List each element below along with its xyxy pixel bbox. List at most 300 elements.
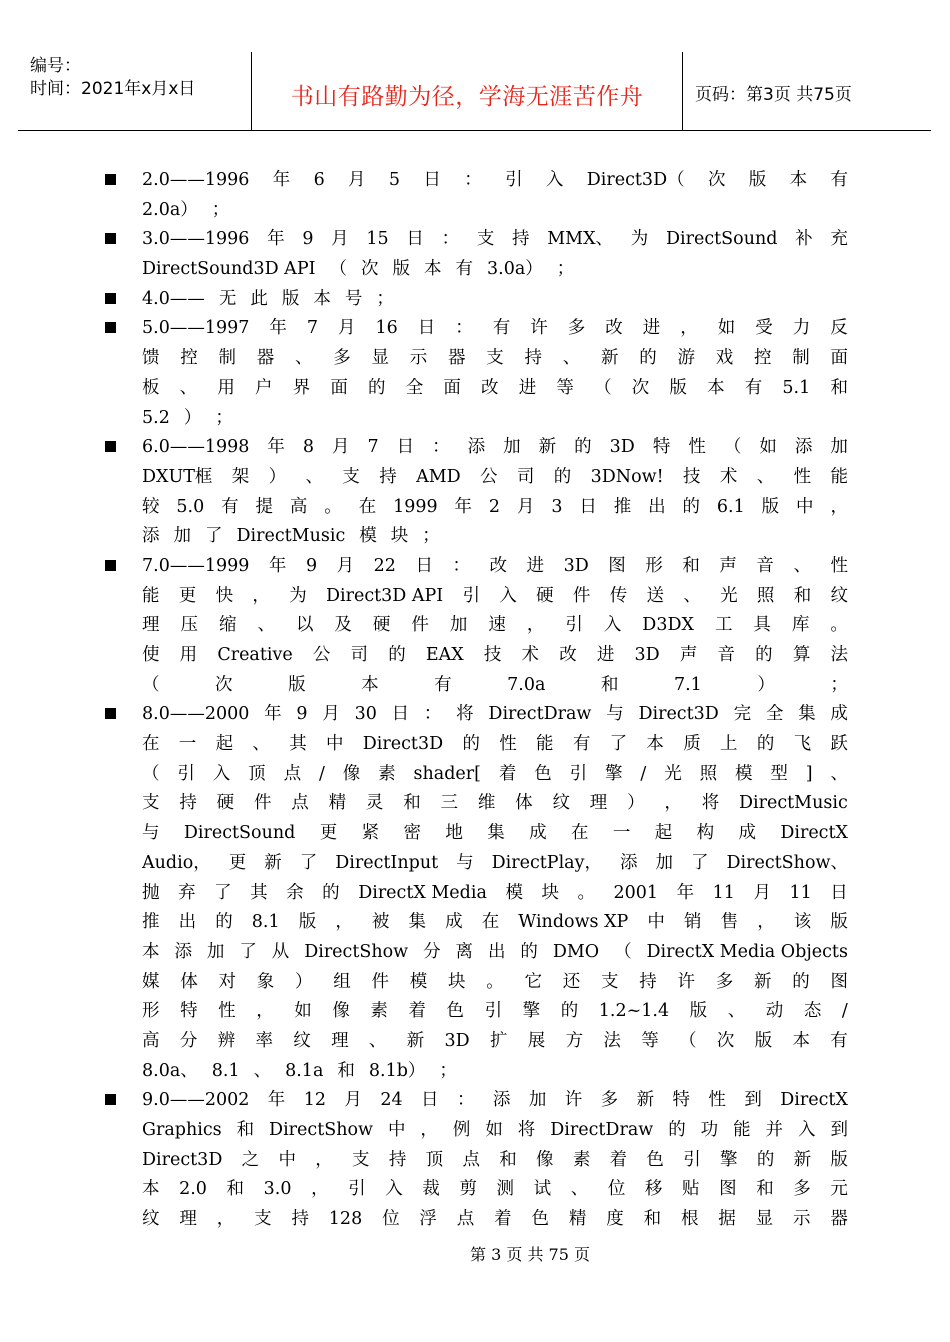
text-token: EAX xyxy=(425,645,464,665)
text-token: 、 xyxy=(295,348,313,369)
text-token: 并 xyxy=(765,1120,784,1140)
text-token: 中 xyxy=(796,496,814,517)
text-token: 添 xyxy=(174,941,192,962)
text-token: 块 xyxy=(390,526,409,547)
text-token: 入 xyxy=(385,1179,403,1200)
text-token: 位 xyxy=(382,1209,400,1230)
list-item xyxy=(103,285,848,315)
text-token: 更 xyxy=(319,823,338,844)
page-footer: 第 3 页 共 75 页 xyxy=(470,1245,590,1264)
text-token: 集 xyxy=(408,912,426,933)
text-token: 传 xyxy=(609,585,628,606)
text-line xyxy=(142,285,848,315)
text-token: 三 xyxy=(440,793,458,814)
text-token: 版 xyxy=(748,170,767,190)
text-token: DirectSound xyxy=(183,823,296,844)
text-token: 次 xyxy=(361,259,379,280)
text-token: 、 xyxy=(830,763,848,784)
text-token: 月 xyxy=(753,882,771,903)
text-token: 支 xyxy=(476,229,495,250)
text-token: 8.1a xyxy=(285,1060,324,1081)
text-token: 22 xyxy=(373,555,396,576)
text-token: 移 xyxy=(644,1179,663,1200)
text-token: 许 xyxy=(677,971,695,992)
text-token: 中 xyxy=(278,1149,296,1170)
text-token: ： xyxy=(455,318,473,339)
text-token: ； xyxy=(556,259,575,280)
text-token: DirectDraw xyxy=(488,704,592,725)
text-token: 贴 xyxy=(682,1179,700,1200)
text-token: 反 xyxy=(830,318,848,339)
text-line xyxy=(142,404,848,434)
square-bullet-icon xyxy=(105,174,116,185)
text-token: 、 xyxy=(368,1030,387,1051)
text-token: 的 xyxy=(639,348,657,369)
text-token: 本 xyxy=(646,734,664,755)
text-token: 出 xyxy=(648,496,666,517)
text-token: 裁 xyxy=(422,1179,440,1200)
text-token: ） xyxy=(627,793,645,814)
text-token: ） xyxy=(295,971,313,992)
text-token: 的 xyxy=(215,912,233,933)
text-token: DirectSound xyxy=(666,229,778,250)
text-line xyxy=(142,463,848,493)
text-token: 飞 xyxy=(793,734,812,755)
text-token: 、 xyxy=(252,734,270,755)
text-token: 的 xyxy=(574,437,592,458)
text-token: 9.0——2002 xyxy=(142,1090,250,1111)
text-token: 硬 xyxy=(372,615,391,636)
text-token: 版 xyxy=(281,288,300,309)
text-token: 年 xyxy=(267,229,285,250)
text-token: 日 xyxy=(579,496,597,517)
text-token: 许 xyxy=(530,318,548,339)
text-token: 的 xyxy=(682,496,701,517)
text-token: 较 xyxy=(142,496,160,517)
text-token: 抛 xyxy=(142,882,160,903)
text-token: 更 xyxy=(178,585,197,606)
text-token: 素 xyxy=(378,763,396,784)
text-token: 年 xyxy=(268,555,287,576)
text-token: 支 xyxy=(254,1209,272,1230)
text-token: 8.0——2000 xyxy=(142,704,250,725)
text-token: 能 xyxy=(830,466,848,487)
text-line xyxy=(142,314,848,344)
text-token: 紧 xyxy=(361,823,380,844)
text-token: 质 xyxy=(683,734,701,755)
text-token: 了 xyxy=(691,852,709,873)
square-bullet-icon xyxy=(105,441,116,452)
text-token: 支 xyxy=(342,466,360,487)
text-token: 16 xyxy=(375,318,398,339)
text-token: 位 xyxy=(607,1179,626,1200)
text-token: 控 xyxy=(180,348,198,369)
text-line xyxy=(142,1086,848,1116)
text-token: 的 xyxy=(462,734,480,755)
text-token: 司 xyxy=(516,466,535,487)
document-time-label: 时间：2021年x月x日 xyxy=(30,79,196,99)
text-token: 11 xyxy=(712,882,735,903)
text-token: 技 xyxy=(683,466,701,487)
text-token: 集 xyxy=(487,823,505,844)
text-token: 界 xyxy=(292,377,311,398)
text-token: （ xyxy=(142,763,160,784)
text-token: 技 xyxy=(483,645,502,665)
version-history-list xyxy=(103,166,848,1235)
text-token: 率 xyxy=(255,1030,273,1051)
text-token: 点 xyxy=(283,763,302,784)
text-token: 术 xyxy=(719,466,738,487)
text-token: 9 xyxy=(305,555,318,576)
text-line xyxy=(142,1116,848,1146)
text-token: 版 xyxy=(830,1149,848,1170)
text-token: 了 xyxy=(299,852,318,873)
text-token: 成 xyxy=(445,912,463,933)
text-token: AMD xyxy=(416,466,461,487)
text-token: 试 xyxy=(533,1179,552,1200)
text-token: 使 xyxy=(142,645,160,665)
text-token: 9 xyxy=(302,229,314,250)
text-token: 年 xyxy=(264,704,282,725)
text-token: 对 xyxy=(218,971,236,992)
text-token: 着 xyxy=(408,1001,426,1022)
text-token: 工 xyxy=(714,615,733,636)
text-token: 。 xyxy=(486,971,504,992)
text-token: 在 xyxy=(358,496,377,517)
text-token: ， xyxy=(335,912,353,933)
text-token: DMO xyxy=(552,941,600,962)
text-token: ] xyxy=(805,763,813,784)
text-token: 术 xyxy=(521,645,540,665)
text-token: 素 xyxy=(370,1001,388,1022)
text-token: / xyxy=(640,763,647,784)
text-token: 年 xyxy=(267,437,285,458)
text-token: ： xyxy=(441,229,460,250)
text-token: 本 xyxy=(142,1179,160,1200)
text-token: 器 xyxy=(256,348,275,369)
text-token: 年 xyxy=(272,170,291,190)
text-token: 根 xyxy=(680,1209,699,1230)
text-token: 声 xyxy=(679,645,698,665)
text-line xyxy=(142,1175,848,1205)
text-token: 加 xyxy=(503,437,521,458)
text-token: 6.1 xyxy=(716,496,745,517)
text-token: ； xyxy=(439,1060,457,1081)
text-token: 持 xyxy=(512,229,530,250)
text-token: 度 xyxy=(606,1209,624,1230)
text-token: ， xyxy=(526,615,545,636)
text-token: 照 xyxy=(699,763,718,784)
text-token: 和 xyxy=(226,1179,245,1200)
text-token: 加 xyxy=(655,852,673,873)
text-token: 展 xyxy=(527,1030,546,1051)
text-token: 。 xyxy=(324,496,342,517)
text-token: 本 xyxy=(707,377,725,398)
text-token: 5.2 xyxy=(142,407,170,428)
text-token: 能 xyxy=(733,1120,751,1140)
text-token: 光 xyxy=(720,585,738,606)
text-token: 与 xyxy=(456,852,474,873)
text-line xyxy=(142,433,848,463)
text-line xyxy=(142,493,848,523)
text-token: 3.0a） xyxy=(487,259,543,280)
text-token: 9 xyxy=(296,704,308,725)
text-token: 剪 xyxy=(459,1179,477,1200)
text-token: 日 xyxy=(406,229,424,250)
text-token: Creative xyxy=(217,645,293,665)
text-token: 离 xyxy=(455,941,474,962)
text-token: 游 xyxy=(677,348,695,369)
text-token: 无 xyxy=(218,288,237,309)
text-token: 日 xyxy=(415,555,433,576)
document-number-label: 编号： xyxy=(30,56,81,76)
text-token: 特 xyxy=(672,1090,690,1111)
text-token: 添 xyxy=(794,437,813,458)
text-token: 提 xyxy=(255,496,274,517)
text-token: 的 xyxy=(322,882,340,903)
text-token: 司 xyxy=(350,645,369,665)
text-token: 在 xyxy=(570,823,589,844)
text-token: 架 xyxy=(231,466,250,487)
text-token: 添 xyxy=(467,437,486,458)
text-token: 辨 xyxy=(217,1030,236,1051)
text-token: 本 xyxy=(142,941,160,962)
text-token: 弃 xyxy=(178,882,196,903)
text-token: 引 xyxy=(484,1001,503,1022)
text-token: 擎 xyxy=(720,1149,738,1170)
text-token: 7 xyxy=(306,318,319,339)
square-bullet-icon xyxy=(105,708,116,719)
text-token: ： xyxy=(464,170,482,190)
text-token: ， xyxy=(680,318,698,339)
text-token: 版 xyxy=(689,1001,708,1022)
text-token: 浮 xyxy=(419,1209,437,1230)
text-token: 日 xyxy=(396,437,415,458)
text-token: 件 xyxy=(411,615,429,636)
list-item xyxy=(103,700,848,1086)
text-line xyxy=(142,789,848,819)
text-line xyxy=(142,760,848,790)
text-line xyxy=(142,1057,848,1087)
text-token: 其 xyxy=(250,882,268,903)
text-token: 1.2~1.4 xyxy=(598,1001,670,1022)
text-token: 控 xyxy=(754,348,772,369)
text-token: 和 xyxy=(337,1060,355,1081)
text-token: 示 xyxy=(793,1209,811,1230)
text-token: 、 xyxy=(793,555,811,576)
text-token: 法 xyxy=(830,645,848,665)
text-token: DirectInput xyxy=(335,852,439,873)
text-token: 素 xyxy=(572,1149,591,1170)
text-token: 版 xyxy=(669,377,687,398)
text-token: 版 xyxy=(754,1030,773,1051)
text-token: 件 xyxy=(371,971,389,992)
text-token: 改 xyxy=(481,377,499,398)
text-token: 8.1 xyxy=(211,1060,240,1081)
text-token: 显 xyxy=(371,348,389,369)
text-token: 此 xyxy=(250,288,268,309)
text-token: 缩 xyxy=(218,615,237,636)
text-line xyxy=(142,552,848,582)
text-token: 纹 xyxy=(552,793,570,814)
text-token: 补 xyxy=(795,229,813,250)
text-token: 12 xyxy=(303,1090,326,1111)
text-token: 6 xyxy=(313,170,325,190)
text-token: 和 xyxy=(499,1149,517,1170)
text-token: 器 xyxy=(448,348,466,369)
text-token: 理 xyxy=(331,1030,349,1051)
text-token: 5.0——1997 xyxy=(142,318,250,339)
text-token: 次 xyxy=(215,674,233,695)
text-token: ： xyxy=(432,437,450,458)
text-token: shader[ xyxy=(413,763,481,784)
text-token: 改 xyxy=(559,645,577,665)
text-token: 3D xyxy=(634,645,660,665)
text-token: ； xyxy=(376,288,394,309)
text-token: 性 xyxy=(218,1001,236,1022)
text-token: 加 xyxy=(830,437,848,458)
header-motto-cell xyxy=(252,52,683,130)
text-token: DirectSound3D API xyxy=(142,259,316,280)
text-token: 与 xyxy=(142,823,160,844)
text-token: 压 xyxy=(180,615,198,636)
text-token: 成 xyxy=(738,823,756,844)
text-token: 的 xyxy=(755,645,773,665)
text-token: 密 xyxy=(403,823,421,844)
text-token: 为 xyxy=(289,585,307,606)
text-token: 速 xyxy=(488,615,506,636)
text-token: D3DX xyxy=(642,615,694,636)
text-token: 支 xyxy=(352,1149,370,1170)
text-token: 色 xyxy=(531,1209,549,1230)
text-token: 它 xyxy=(524,971,542,992)
text-token: 年 xyxy=(267,1090,286,1111)
text-token: 推 xyxy=(613,496,632,517)
text-token: 7.1 xyxy=(673,674,702,695)
text-token: 公 xyxy=(480,466,498,487)
page-number-label: 页码：第3页 共75页 xyxy=(695,85,852,105)
square-bullet-icon xyxy=(105,560,116,571)
text-token: 如 xyxy=(717,318,736,339)
text-token: 以 xyxy=(295,615,314,636)
text-token: 7.0——1999 xyxy=(142,555,250,576)
text-token: 月 xyxy=(332,437,350,458)
text-token: 有 xyxy=(434,674,452,695)
text-token: 图 xyxy=(608,555,626,576)
text-token: （ xyxy=(594,377,612,398)
text-token: 有 xyxy=(830,170,848,190)
text-token: 、 xyxy=(562,348,581,369)
text-token: ， xyxy=(830,496,848,517)
text-token: 高 xyxy=(289,496,308,517)
text-token: 月 xyxy=(322,704,340,725)
text-token: 3D xyxy=(444,1030,470,1051)
text-token: 年 xyxy=(269,318,287,339)
text-token: 图 xyxy=(830,971,848,992)
text-token: 从 xyxy=(271,941,290,962)
header-page-cell xyxy=(683,52,931,130)
text-token: 版 xyxy=(830,912,848,933)
text-token: 形 xyxy=(142,1001,160,1022)
text-token: 性 xyxy=(688,437,706,458)
text-token: 的 xyxy=(388,645,406,665)
text-token: 着 xyxy=(609,1149,628,1170)
text-token: 进 xyxy=(642,318,661,339)
text-token: 扩 xyxy=(489,1030,508,1051)
text-token: 3D xyxy=(609,437,635,458)
text-token: 次 xyxy=(707,170,726,190)
text-token: DirectShow xyxy=(304,941,409,962)
text-token: 日 xyxy=(391,704,410,725)
list-item xyxy=(103,314,848,433)
text-token: 、 xyxy=(756,466,775,487)
text-token: 月 xyxy=(516,496,535,517)
text-token: 图 xyxy=(719,1179,737,1200)
text-token: 3.0——1996 xyxy=(142,229,250,250)
text-token: 全 xyxy=(405,377,424,398)
text-token: 成 xyxy=(830,704,848,725)
text-token: 器 xyxy=(830,1209,848,1230)
text-token: ， xyxy=(757,912,775,933)
text-token: 体 xyxy=(515,793,533,814)
text-token: 面 xyxy=(830,348,848,369)
text-token: 日 xyxy=(830,882,848,903)
text-token: 音 xyxy=(756,555,774,576)
text-token: 3DNow! xyxy=(590,466,664,487)
text-token: 2.0 xyxy=(179,1179,207,1200)
text-token: 的 xyxy=(756,1149,775,1170)
text-token: 测 xyxy=(496,1179,515,1200)
text-line xyxy=(142,196,848,226)
text-token: 有 xyxy=(492,318,511,339)
text-token: 日 xyxy=(421,1090,439,1111)
text-token: 有 xyxy=(744,377,763,398)
text-token: 进 xyxy=(596,645,615,665)
text-token: 余 xyxy=(286,882,304,903)
text-token: 板 xyxy=(142,377,160,398)
text-line xyxy=(142,819,848,849)
list-item xyxy=(103,225,848,284)
text-line xyxy=(142,225,848,255)
text-token: 模 xyxy=(359,526,377,547)
text-token: 件 xyxy=(572,585,591,606)
text-token: 地 xyxy=(445,823,463,844)
text-token: 支 xyxy=(601,971,619,992)
text-token: 4.0—— xyxy=(142,288,205,309)
text-token: 入 xyxy=(798,1120,816,1140)
text-token: 。 xyxy=(577,882,595,903)
text-token: DirectShow、 xyxy=(726,852,848,873)
text-token: （ xyxy=(723,437,742,458)
text-token: 顶 xyxy=(248,763,266,784)
text-token: 性 xyxy=(793,466,812,487)
text-token: 2 xyxy=(488,496,501,517)
text-token: 支 xyxy=(486,348,504,369)
text-token: 多 xyxy=(600,1090,619,1111)
text-token: ， xyxy=(420,1120,438,1140)
text-line xyxy=(142,879,848,909)
text-token: 版 xyxy=(298,912,317,933)
text-token: 集 xyxy=(798,704,816,725)
text-token: 本 xyxy=(792,1030,810,1051)
text-token: Direct3D xyxy=(362,734,444,755)
text-token: 动 xyxy=(765,1001,784,1022)
text-token: Graphics xyxy=(142,1120,222,1140)
text-token: 像 xyxy=(332,1001,350,1022)
text-token: Audio， xyxy=(142,852,211,873)
text-token: 多 xyxy=(333,348,351,369)
text-token: 3D xyxy=(563,555,589,576)
